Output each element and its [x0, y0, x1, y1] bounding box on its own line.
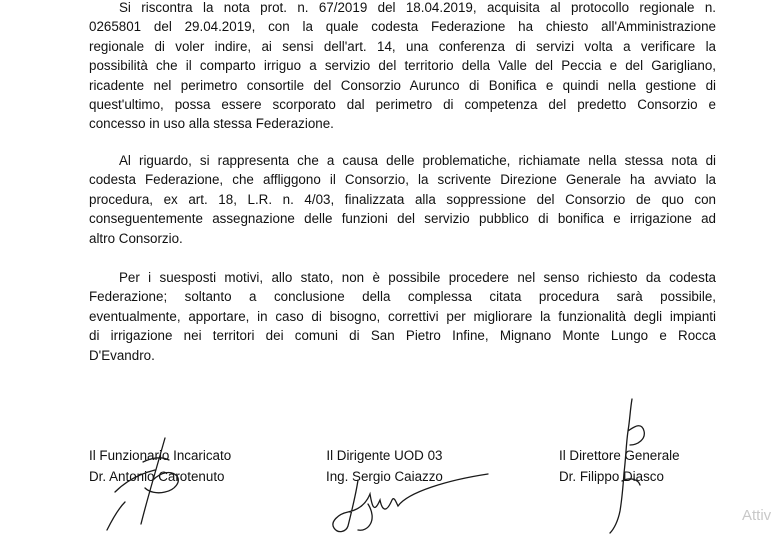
signatory-role: Il Funzionario Incaricato [89, 448, 232, 463]
signatory-name: Ing. Sergio Caiazzo [326, 469, 443, 484]
text-line: 0265801 del 29.04.2019, con la quale codesta Federazione ha chiesto all'Amministrazione [89, 19, 716, 35]
signatory-name: Dr. Filippo Diasco [559, 469, 664, 484]
signature-block-direttore [559, 445, 680, 487]
text-line: D'Evandro. [89, 347, 155, 363]
text-line: possibilità che il comparto irriguo a servizio del territorio della Valle del Peccia e del Garigliano, [89, 58, 716, 74]
text-line: ricadente nel perimetro consortile del Consorzio Aurunco di Bonifica e quindi nella gestione di [89, 77, 716, 93]
text-line: eventualmente, apportare, in caso di bisogno, correttivi per migliorare la funzionalità degli impianti [89, 308, 716, 324]
signatory-role: Il Direttore Generale [559, 448, 680, 463]
text-line: conseguentemente assegnazione delle funzioni del servizio pubblico di bonifica e irrigazione ad [89, 211, 716, 227]
paragraph-reply-note [89, 0, 716, 134]
text-line: regionale di voler indire, ai sensi dell'art. 14, una conferenza di servizi volta a verificare la [89, 38, 716, 54]
activation-watermark: Attiv [742, 507, 772, 524]
text-line: Per i suesposti motivi, allo stato, non è possibile procedere nel senso richiesto da codesta [119, 270, 716, 285]
text-line: concesso in uso alla stessa Federazione. [89, 116, 334, 132]
signature-block-dirigente [326, 445, 443, 487]
text-line: Al riguardo, si rappresenta che a causa delle problematiche, richiamate nella stessa nota di [119, 153, 716, 168]
text-line: di irrigazione nei territori dei comuni di San Pietro Infine, Mignano Monte Lungo e Rocca [89, 328, 716, 344]
text-line: altro Consorzio. [89, 230, 183, 246]
text-line: Federazione; soltanto a conclusione della complessa citata procedura sarà possibile, [89, 289, 716, 305]
text-line: Si riscontra la nota prot. n. 67/2019 del 18.04.2019, acquisita al protocollo regionale n. [119, 0, 716, 15]
paragraph-procedure [89, 151, 716, 248]
signatory-name: Dr. Antonio Carotenuto [89, 469, 225, 484]
signatory-role: Il Dirigente UOD 03 [326, 448, 443, 463]
text-line: procedura, ex art. 18, L.R. n. 4/03, finalizzata alla soppressione del Consorzio de quo con [89, 191, 716, 207]
text-line: quest'ultimo, possa essere scorporato dal perimetro di competenza del predetto Consorzio e [89, 97, 716, 113]
text-line: codesta Federazione, che affliggono il Consorzio, la scrivente Direzione Generale ha avviato la [89, 172, 716, 188]
paragraph-conclusion [89, 268, 716, 365]
signature-block-funzionario [89, 445, 231, 487]
